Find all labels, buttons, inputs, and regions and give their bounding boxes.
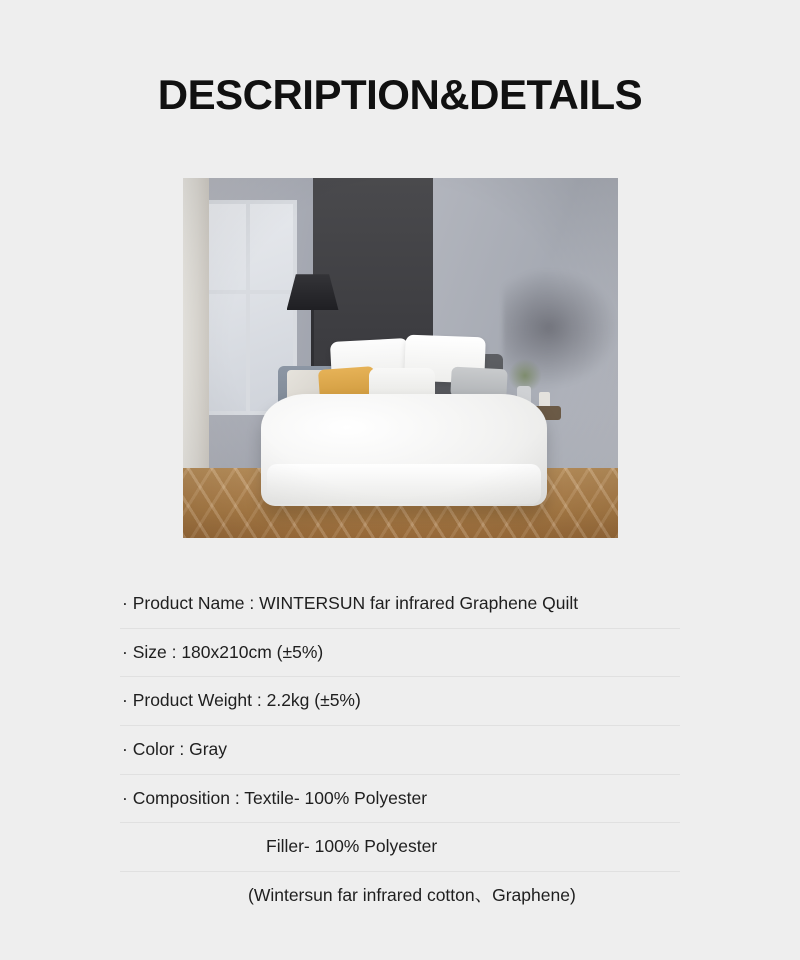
window-mullion-horizontal bbox=[199, 290, 293, 294]
bedroom-product-image bbox=[183, 178, 618, 538]
spec-composition-filler: Filler- 100% Polyester bbox=[120, 823, 680, 872]
specification-list bbox=[120, 580, 680, 919]
spec-color: · Color : Gray bbox=[120, 726, 680, 775]
spec-product-name: · Product Name : WINTERSUN far infrared Graphene Quilt bbox=[120, 580, 680, 629]
hero-image-container bbox=[183, 178, 618, 538]
bedroom-scene bbox=[183, 178, 618, 538]
spec-composition-note: (Wintersun far infrared cotton、Graphene) bbox=[248, 884, 576, 905]
spec-composition: · Composition : Textile- 100% Polyester bbox=[120, 775, 680, 824]
spec-size: · Size : 180x210cm (±5%) bbox=[120, 629, 680, 678]
quilt-fold bbox=[267, 464, 541, 504]
curtain bbox=[183, 178, 209, 468]
page-title: DESCRIPTION&DETAILS bbox=[157, 71, 643, 118]
plant-decor bbox=[509, 354, 541, 390]
spec-product-weight: · Product Weight : 2.2kg (±5%) bbox=[120, 677, 680, 726]
window-mullion-vertical bbox=[246, 204, 250, 411]
